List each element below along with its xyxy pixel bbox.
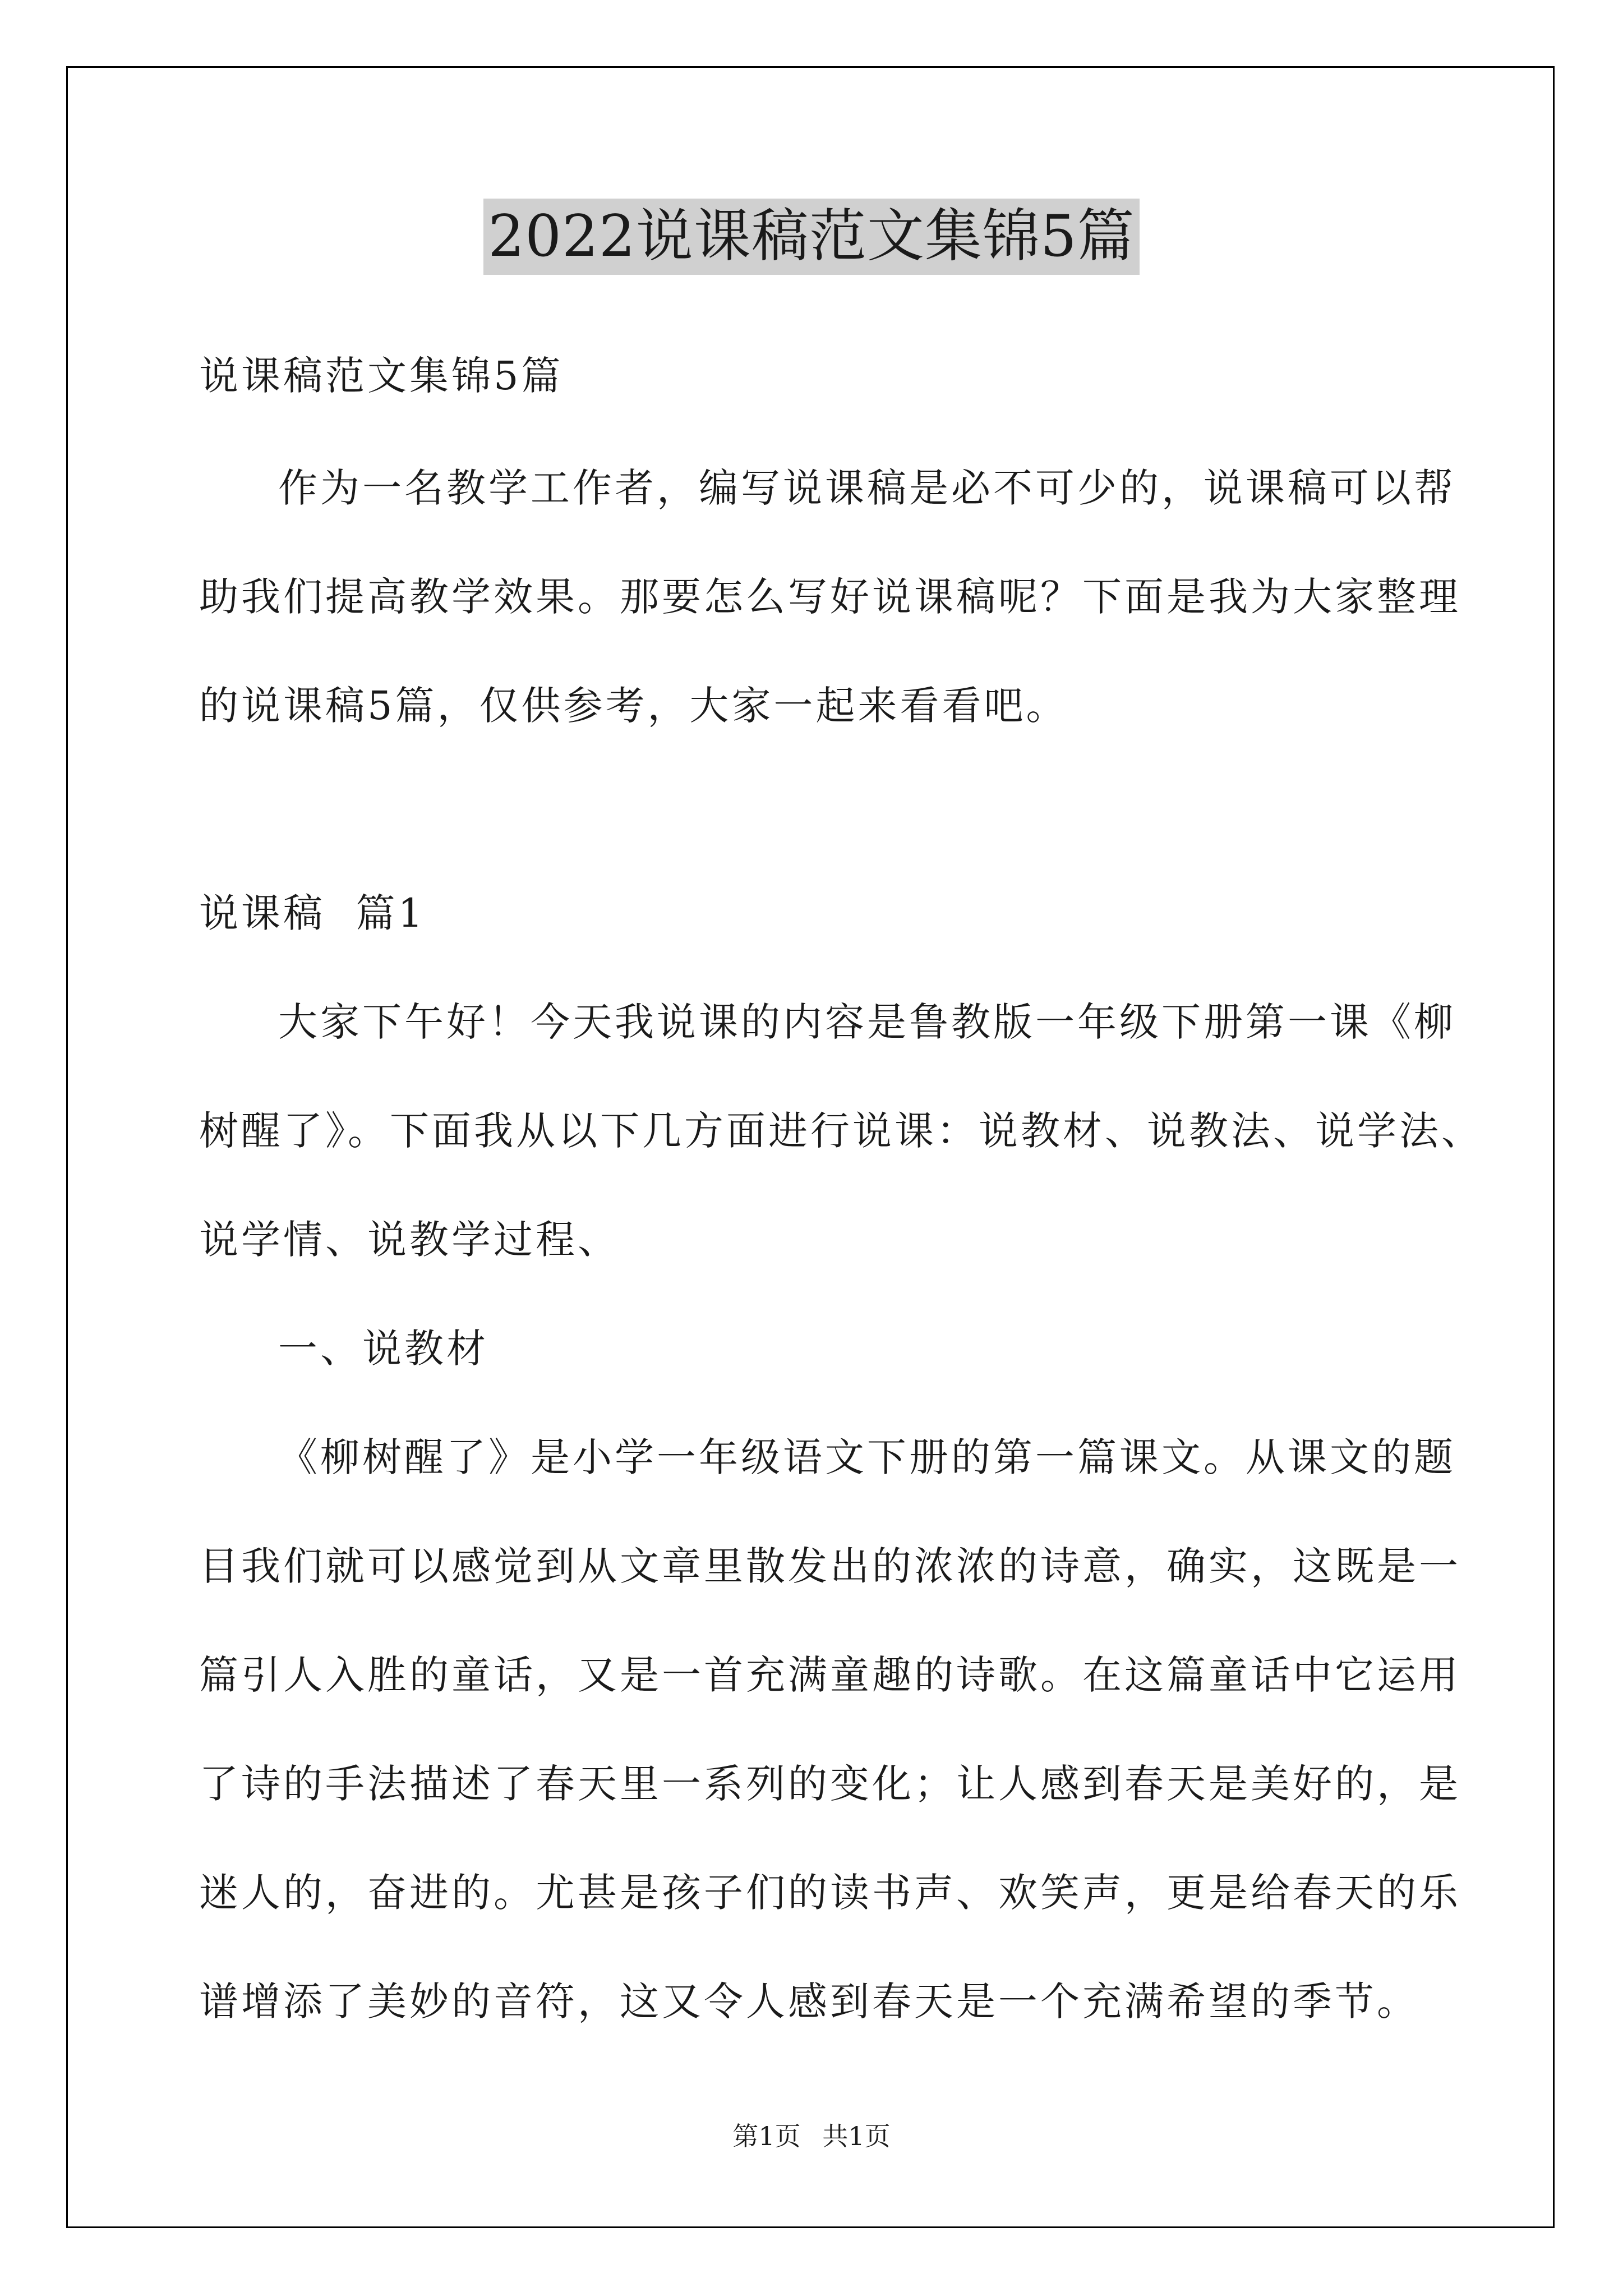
para1-line-1: 大家下午好！今天我说课的内容是鲁教版一年级下册第一课《柳	[278, 999, 1456, 1045]
intro-line-2: 助我们提高教学效果。那要怎么写好说课稿呢？下面是我为大家整理	[199, 574, 1461, 620]
heading-teaching-material: 一、说教材	[278, 1326, 488, 1372]
para2-line-5: 迷人的，奋进的。尤甚是孩子们的读书声、欢笑声，更是给春天的乐	[199, 1870, 1461, 1916]
para2-line-4: 了诗的手法描述了春天里一系列的变化；让人感到春天是美好的，是	[199, 1761, 1461, 1807]
para2-line-6: 谱增添了美妙的音符，这又令人感到春天是一个充满希望的季节。	[199, 1978, 1419, 2024]
para2-line-2: 目我们就可以感觉到从文章里散发出的浓浓的诗意，确实，这既是一	[199, 1543, 1461, 1589]
document-subtitle: 说课稿范文集锦5篇	[199, 353, 564, 399]
para2-line-3: 篇引人入胜的童话，又是一首充满童趣的诗歌。在这篇童话中它运用	[199, 1652, 1461, 1698]
para2-line-1: 《柳树醒了》是小学一年级语文下册的第一篇课文。从课文的题	[278, 1434, 1456, 1480]
page-total: 共1页	[822, 2121, 891, 2151]
intro-line-1: 作为一名教学工作者，编写说课稿是必不可少的，说课稿可以帮	[278, 465, 1456, 511]
page-footer	[0, 2119, 1623, 2153]
para1-line-2: 树醒了》。下面我从以下几方面进行说课：说教材、说教法、说学法、	[199, 1108, 1483, 1154]
title-container	[0, 199, 1623, 275]
intro-line-3: 的说课稿5篇，仅供参考，大家一起来看看吧。	[199, 683, 1068, 729]
document-title: 2022说课稿范文集锦5篇	[483, 199, 1139, 275]
para1-line-3: 说学情、说教学过程、	[199, 1217, 620, 1263]
page-number: 第1页	[732, 2121, 801, 2151]
section-title: 说课稿 篇1	[199, 890, 426, 936]
